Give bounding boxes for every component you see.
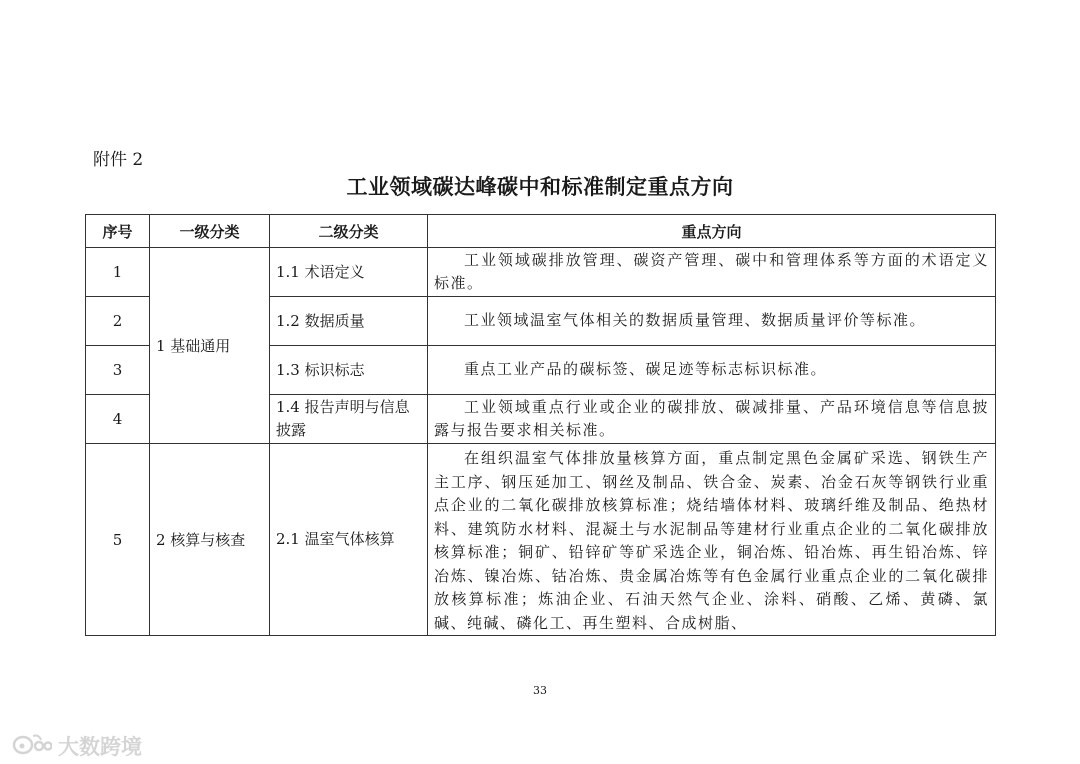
watermark-text: 大数跨境 — [58, 734, 142, 759]
weibo-logo-icon — [12, 730, 52, 761]
header-level2: 二级分类 — [270, 215, 428, 248]
watermark — [12, 730, 142, 761]
standards-table — [85, 214, 996, 636]
row-number: 4 — [86, 395, 150, 444]
focus-direction: 工业领域碳排放管理、碳资产管理、碳中和管理体系等方面的术语定义标准。 — [428, 248, 996, 297]
focus-direction: 工业领域温室气体相关的数据质量管理、数据质量评价等标准。 — [428, 297, 996, 346]
document-title: 工业领域碳达峰碳中和标准制定重点方向 — [346, 174, 734, 199]
level1-category: 1 基础通用 — [150, 248, 270, 444]
level2-category: 1.4 报告声明与信息披露 — [270, 395, 428, 444]
row-number: 3 — [86, 346, 150, 395]
level1-category: 2 核算与核查 — [150, 444, 270, 636]
level2-category: 2.1 温室气体核算 — [270, 444, 428, 636]
header-level1: 一级分类 — [150, 215, 270, 248]
page-number: 33 — [533, 684, 547, 697]
table-header-row — [86, 215, 996, 248]
header-seq: 序号 — [86, 215, 150, 248]
focus-direction: 重点工业产品的碳标签、碳足迹等标志标识标准。 — [428, 346, 996, 395]
level2-category: 1.3 标识标志 — [270, 346, 428, 395]
table-row — [86, 444, 996, 636]
row-number: 1 — [86, 248, 150, 297]
annex-label: 附件 2 — [93, 150, 144, 170]
row-number: 5 — [86, 444, 150, 636]
focus-direction: 工业领域重点行业或企业的碳排放、碳减排量、产品环境信息等信息披露与报告要求相关标准。 — [428, 395, 996, 444]
level2-category: 1.1 术语定义 — [270, 248, 428, 297]
header-focus: 重点方向 — [428, 215, 996, 248]
table-row — [86, 248, 996, 297]
row-number: 2 — [86, 297, 150, 346]
level2-category: 1.2 数据质量 — [270, 297, 428, 346]
focus-direction: 在组织温室气体排放量核算方面，重点制定黑色金属矿采选、钢铁生产主工序、钢压延加工、钢丝及制品、铁合金、炭素、冶金石灰等钢铁行业重点企业的二氧化碳排放核算标准；烧结墙体材料、玻璃纤维及制品、绝热材料、建筑防水材料、混凝土与水泥制品等建材行业重点企业的二氧化碳排放核算标准；铜矿、铅锌矿等矿采选企业，铜冶炼、铅冶炼、再生铅冶炼、锌冶炼、镍冶炼、钴冶炼、贵金属冶炼等有色金属行业重点企业的二氧化碳排放核算标准；炼油企业、石油天然气企业、涂料、硝酸、乙烯、黄磷、氯碱、纯碱、磷化工、再生塑料、合成树脂、 — [428, 444, 996, 636]
